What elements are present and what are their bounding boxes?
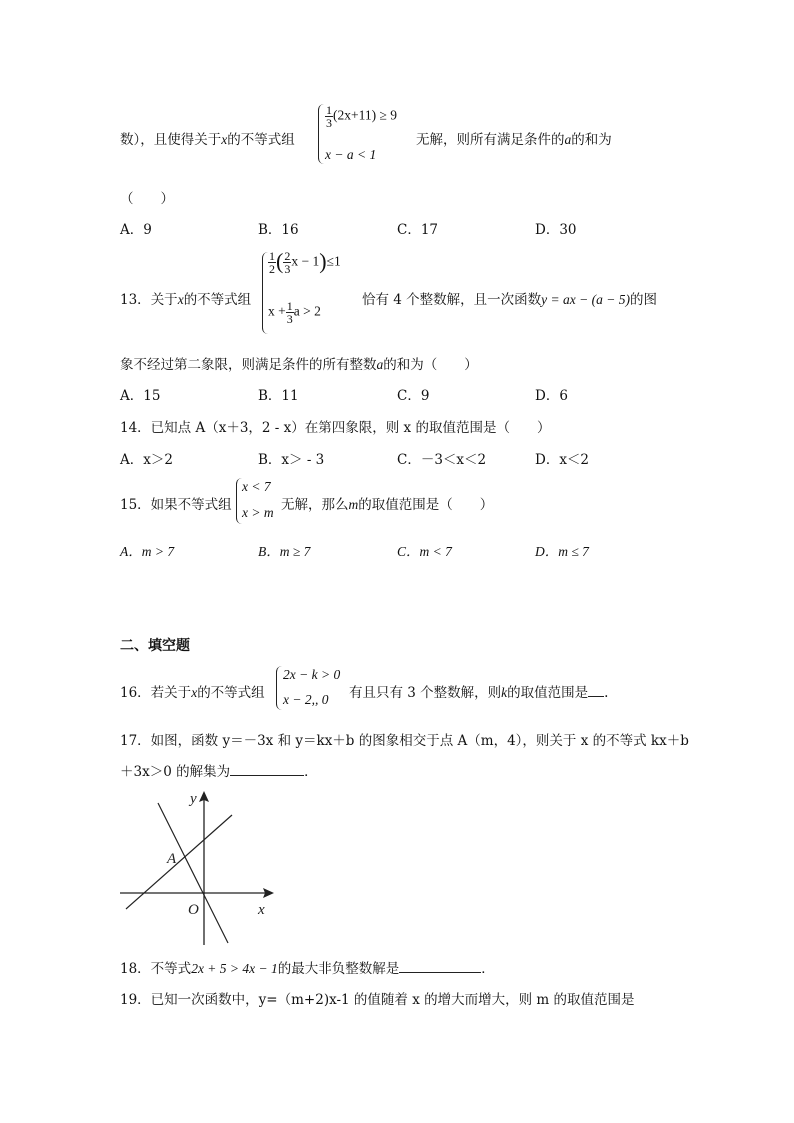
q16-var-k: k (501, 685, 508, 700)
q17-end: ． (304, 764, 318, 780)
q13-var-x: x (177, 292, 184, 307)
q16-ineq1: 2x − k > 0 (283, 667, 341, 682)
q12-option-d[interactable]: D．30 (535, 222, 577, 238)
q12-brace (318, 104, 324, 164)
q13-ineq2: x + $\frac{1}{3}$ a > 2 (268, 299, 321, 326)
q13-option-c[interactable]: C．9 (397, 388, 430, 404)
q16-ineq2: x − 2,, 0 (283, 692, 329, 707)
q16-prefix: 16．若关于 (120, 685, 192, 701)
q16-brace (276, 666, 282, 710)
q14-option-d[interactable]: D．x＜2 (535, 452, 590, 468)
line-y-neg3x (158, 803, 228, 943)
point-a-label: A (167, 851, 177, 867)
q15-option-a[interactable]: A．m > 7 (120, 544, 175, 559)
q15-mid: 无解，那么 (281, 497, 349, 513)
q12-option-c[interactable]: C．17 (397, 222, 439, 238)
q14-option-c[interactable]: C．－3＜x＜2 (397, 452, 487, 468)
q18-suffix: 的最大非负整数解是 (277, 961, 400, 977)
origin-label: O (188, 902, 199, 918)
y-axis-label: y (190, 791, 197, 807)
q13-func: y = ax − (a − 5) (541, 292, 630, 307)
q15-ineq1: x < 7 (242, 479, 271, 494)
line-y-kx-b (126, 815, 232, 909)
q18-prefix: 18．不等式 (120, 961, 192, 977)
q17-graph (110, 785, 285, 950)
q18-end: ． (481, 961, 495, 977)
q17-line2: ＋3x＞0 的解集为 (120, 764, 231, 780)
q12-option-a[interactable]: A．9 (120, 222, 152, 238)
q15-option-c[interactable]: C．m < 7 (397, 544, 452, 559)
q15-option-b[interactable]: B．m ≥ 7 (258, 544, 311, 559)
q12-ineq1: $\frac{1}{3}$ (2x+11) ≥ 9 (326, 103, 398, 130)
q12-suffix1: 无解，则所有满足条件的 (416, 132, 565, 148)
q15-option-d[interactable]: D．m ≤ 7 (535, 544, 589, 559)
q16-mid: 的不等式组 (197, 685, 265, 701)
q12-prefix: 数），且使得关于 (120, 132, 222, 148)
q16-var-x: x (191, 685, 198, 700)
q14-text: 14．已知点 A（x＋3，2 - x）在第四象限，则 x 的取值范围是（ ） (120, 420, 551, 436)
q13-option-d[interactable]: D．6 (535, 388, 568, 404)
q12-var-x: x (221, 132, 228, 147)
q19-text: 19．已知一次函数中，y=（m+2)x-1 的值随着 x 的增大而增大，则 m 的取值范围是 (120, 992, 635, 1008)
q13-option-a[interactable]: A．15 (120, 388, 161, 404)
q13-line2-b: 的和为（ ） (383, 357, 478, 373)
q16-answer-blank[interactable] (588, 696, 604, 697)
q17-answer-blank[interactable] (230, 775, 304, 776)
q12-suffix2: 的和为 (571, 132, 612, 148)
q13-number: 13． (120, 292, 151, 308)
q14-option-b[interactable]: B．x＞ - 3 (258, 452, 325, 468)
q15-var-m: m (348, 497, 359, 512)
q12-mid: 的不等式组 (227, 132, 295, 148)
q13-prefix: 关于 (150, 292, 178, 308)
q16-suffix1: 有且只有 3 个整数解，则 (349, 685, 502, 701)
q12-var-a: a (564, 132, 572, 147)
q12-paren: （ ） (120, 191, 174, 207)
q18-answer-blank[interactable] (399, 972, 481, 973)
x-axis-label: x (258, 902, 265, 918)
q13-line2-a: 象不经过第二象限，则满足条件的所有整数 (120, 357, 377, 373)
q15-prefix: 15．如果不等式组 (120, 497, 232, 513)
q18-ineq: 2x + 5 > 4x − 1 (191, 961, 278, 976)
q13-mid: 的不等式组 (183, 292, 252, 308)
q13-option-b[interactable]: B．11 (258, 388, 299, 404)
q13-var-a: a (376, 357, 384, 372)
q12-ineq2: x − a < 1 (325, 147, 377, 162)
q15-suffix: 的取值范围是（ ） (358, 497, 494, 513)
q17-line1: 17．如图，函数 y＝－3x 和 y＝kx＋b 的图象相交于点 A（m，4），则关于 x 的不等式 kx＋b (120, 733, 689, 749)
q14-option-a[interactable]: A．x＞2 (120, 452, 173, 468)
section-title: 二、填空题 (120, 638, 190, 654)
q13-suffix2: 的图 (629, 292, 657, 308)
q16-suffix2: 的取值范围是 (507, 685, 589, 701)
q15-ineq2: x > m (242, 505, 274, 520)
q13-ineq1: $\frac{1}{2}$ ( $\frac{2}{3}$ x − 1)≤1 (269, 248, 341, 276)
q16-end: . (604, 685, 609, 701)
q13-suffix1: 恰有 4 个整数解，且一次函数 (362, 292, 542, 308)
q12-option-b[interactable]: B．16 (258, 222, 299, 238)
